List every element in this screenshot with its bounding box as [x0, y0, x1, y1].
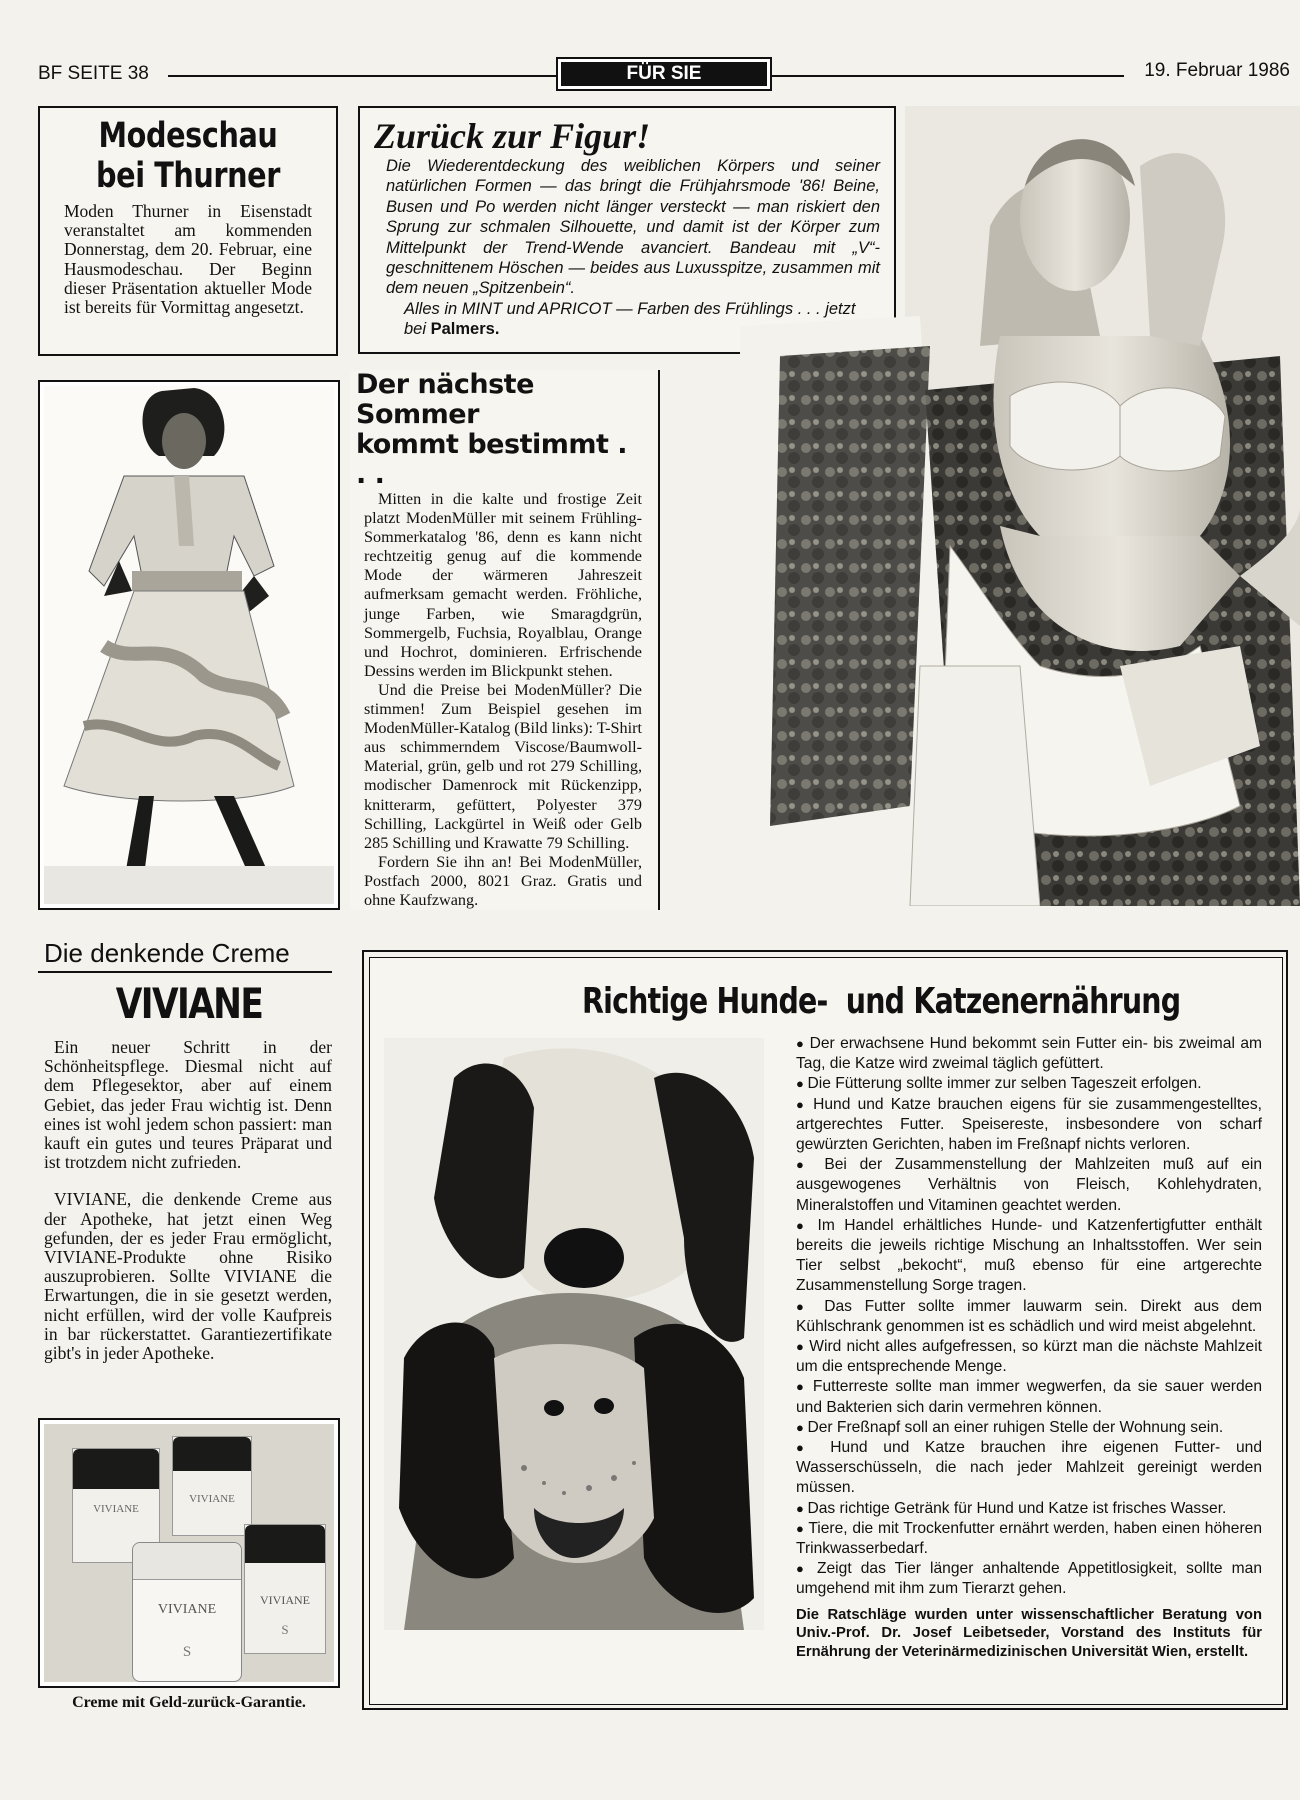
sommer-headline-line2: kommt bestimmt . . .	[356, 429, 628, 490]
hunde-bullet-list	[796, 1034, 1262, 1661]
lingerie-photo-drawing	[680, 106, 1300, 906]
issue-date: 19. Februar 1986	[1144, 60, 1290, 81]
viviane-headline: VIVIANE	[115, 979, 263, 1028]
figur-colors-line: Alles in MINT und APRICOT — Farben des Frühlings . . . jetzt bei	[404, 299, 856, 339]
thurner-headline-line2: bei Thurner	[96, 156, 280, 196]
viviane-jar-4-letter: S	[182, 1644, 192, 1660]
sommer-p2: Und die Preise bei ModenMüller? Die stimmen! Zum Beispiel gesehen im ModenMüller-Katalog (Bild links): T-Shirt aus schimmerndem Viscose/Baumwoll-Material, grün, gelb und rot 279 Schilling, modischer Damenrock mit Rückenzipp, knitterarm, gefüttert, Polyester 379 Schilling, Lackgürtel in Weiß oder Gelb 285 Schilling und Krawatte 79 Schilling.	[364, 680, 642, 852]
figur-headline: Zurück zur Figur!	[374, 116, 651, 156]
hunde-headline-bg	[582, 980, 1282, 1026]
viviane-jar-3-label: VIVIANE	[260, 1593, 310, 1607]
hunde-bullet-2: ● Die Fütterung sollte immer zur selben Tageszeit erfolgen.	[796, 1074, 1262, 1094]
viviane-jar-3	[244, 1524, 326, 1654]
viviane-article	[38, 938, 340, 1363]
sommer-body	[356, 490, 642, 910]
sommer-p1: Mitten in die kalte und frostige Zeit platzt ModenMüller mit seinem Frühling-Sommerkatalog '86, denn es kann nicht rechtzeitig genug auf die kommende Mode der wärmeren Jahreszeit aufmerksam gemacht werden. Fröhliche, junge Farben, wie Smaragdgrün, Sommergelb, Fuchsia, Royalblau, Orange und Hochrot, dominieren. Erfrischende Dessins werden im Blickpunkt stehen.	[364, 490, 642, 680]
figur-brand: Palmers.	[430, 320, 500, 339]
viviane-p2: VIVIANE, die denkende Creme aus der Apotheke, hat jetzt einen Weg gefunden, der es jeder Frau ermöglicht, VIVIANE-Produkte ohne Risiko auszuprobieren. Sollte VIVIANE die Erwartungen, die in sie gesetzt werden, nicht erfüllen, wird der volle Kaufpreis in bar rückerstattet. Garantiezertifikate gibt's in jeder Apotheke.	[44, 1189, 332, 1364]
hunde-bullet-10: ● Hund und Katze brauchen ihre eigenen Futter- und Wasserschüsseln, die nach jeder Mahlzeit gereinigt werden müssen.	[796, 1438, 1262, 1499]
figur-body: Die Wiederentdeckung des weiblichen Körpers und seiner natürlichen Formen — das bringt die Frühjahrsmode '86! Beine, Busen und Po werden nicht länger versteckt — man riskiert den Sprung zur schmalen Silhouette, und damit ist der Körper zum Mittelpunkt der Trend-Wende avanciert. Bandeau mit „V“-geschnittenem Höschen — beides aus Luxusspitze, zusammen mit dem neuen „Spitzenbein“.	[386, 157, 880, 298]
header-rule-left	[168, 75, 556, 77]
lingerie-photo	[680, 106, 1300, 906]
hunde-bullet-3: ● Hund und Katze brauchen eigens für sie zusammengestelltes, artgerechtes Futter. Speisereste, insbesondere von scharf gewürzten Gerichten, haben im Freßnapf nichts verloren.	[796, 1095, 1262, 1156]
viviane-jar-2-label: VIVIANE	[189, 1493, 235, 1505]
viviane-photo	[44, 1424, 334, 1682]
viviane-p1: Ein neuer Schritt in der Schönheitspflege. Diesmal nicht auf dem Pflegesektor, aber auf einem Gebiet, das jeder Frau wichtig ist. Denn eines ist wohl jedem schon passiert: man kauft ein gutes und teures Präparat und ist trotzdem nicht zufrieden.	[44, 1037, 332, 1173]
hunde-bullet-5: ● Im Handel erhältliches Hunde- und Katzenfertigfutter enthält bereits die jeweils richtige Mischung an Inhaltsstoffen. Wer sein Tier selbst „bekocht“, muß ebenso für eine artgerechte Zusammenstellung Sorge tragen.	[796, 1216, 1262, 1297]
viviane-jar-1-label: VIVIANE	[93, 1503, 139, 1515]
hunde-bullet-4: ● Bei der Zusammenstellung der Mahlzeiten muß auf ein ausgewogenes Verhältnis von Fleisch, Kohlehydraten, Mineralstoffen und Vitaminen geachtet werden.	[796, 1155, 1262, 1216]
section-label: FÜR SIE	[561, 62, 767, 86]
sommer-headline	[356, 370, 642, 490]
header-rule-right	[772, 75, 1124, 77]
hunde-article	[369, 957, 1283, 1705]
hunde-bullet-13: ● Zeigt das Tier länger anhaltende Appetitlosigkeit, sollte man umgehend mit ihm zum Tierarzt gehen.	[796, 1559, 1262, 1599]
fashion-photo	[44, 386, 334, 904]
thurner-headline	[76, 116, 299, 196]
viviane-jar-3-letter: S	[281, 1622, 289, 1637]
viviane-jar-2	[172, 1436, 252, 1536]
viviane-body	[38, 1028, 340, 1363]
dog-photo	[384, 1038, 764, 1630]
thurner-article	[38, 106, 338, 356]
section-label-box	[556, 57, 772, 91]
hunde-footer: Die Ratschläge wurden unter wissenschaftlicher Beratung von Univ.-Prof. Dr. Josef Leibetseder, Vorstand des Instituts für Ernährung der Veterinärmedizinischen Universität Wien, erstellt.	[796, 1606, 1262, 1660]
dog-photo-drawing	[384, 1038, 764, 1630]
hunde-bullet-7: ● Wird nicht alles aufgefressen, so kürzt man die nächste Mahlzeit um die entsprechende Menge.	[796, 1337, 1262, 1377]
page-number: BF SEITE 38	[38, 63, 149, 84]
hunde-bullet-8: ● Futterreste sollte man immer wegwerfen, da sie sauer werden und Bakterien sich darin vermehren können.	[796, 1377, 1262, 1417]
hunde-headline: Richtige Hunde- und Katzenernährung	[582, 981, 1181, 1022]
sommer-p3: Fordern Sie ihn an! Bei ModenMüller, Postfach 2000, 8021 Graz. Gratis und ohne Kaufzwang.	[364, 852, 642, 909]
viviane-jar-4	[132, 1542, 242, 1682]
viviane-jar-4-label: VIVIANE	[157, 1602, 217, 1617]
thurner-headline-line1: Modeschau	[98, 116, 278, 156]
hunde-bullet-12: ● Tiere, die mit Trockenfutter ernährt werden, haben einen höheren Trinkwasserbedarf.	[796, 1519, 1262, 1559]
hunde-article-frame	[362, 950, 1288, 1710]
viviane-photo-frame	[38, 1418, 340, 1688]
viviane-caption: Creme mit Geld-zurück-Garantie.	[72, 1694, 306, 1711]
sommer-article	[350, 370, 660, 910]
fashion-photo-drawing	[44, 386, 334, 904]
hunde-bullet-11: ● Das richtige Getränk für Hund und Katze ist frisches Wasser.	[796, 1499, 1262, 1519]
hunde-bullet-1: ● Der erwachsene Hund bekommt sein Futter ein- bis zweimal am Tag, die Katze wird zweimal täglich gefüttert.	[796, 1034, 1262, 1074]
hunde-bullet-9: ● Der Freßnapf soll an einer ruhigen Stelle der Wohnung sein.	[796, 1418, 1262, 1438]
fashion-photo-frame	[38, 380, 340, 910]
sommer-headline-line1: Der nächste Sommer	[356, 369, 534, 430]
thurner-body: Moden Thurner in Eisenstadt veranstaltet am kommenden Donnerstag, dem 20. Februar, eine Hausmodeschau. Der Beginn dieser Präsentation aktueller Mode ist bereits für Vormittag angesetzt.	[64, 201, 312, 318]
viviane-kicker: Die denkende Creme	[38, 938, 332, 973]
hunde-bullet-6: ● Das Futter sollte immer lauwarm sein. Direkt aus dem Kühlschrank genommen ist es schädlich und wird meist abgelehnt.	[796, 1297, 1262, 1337]
